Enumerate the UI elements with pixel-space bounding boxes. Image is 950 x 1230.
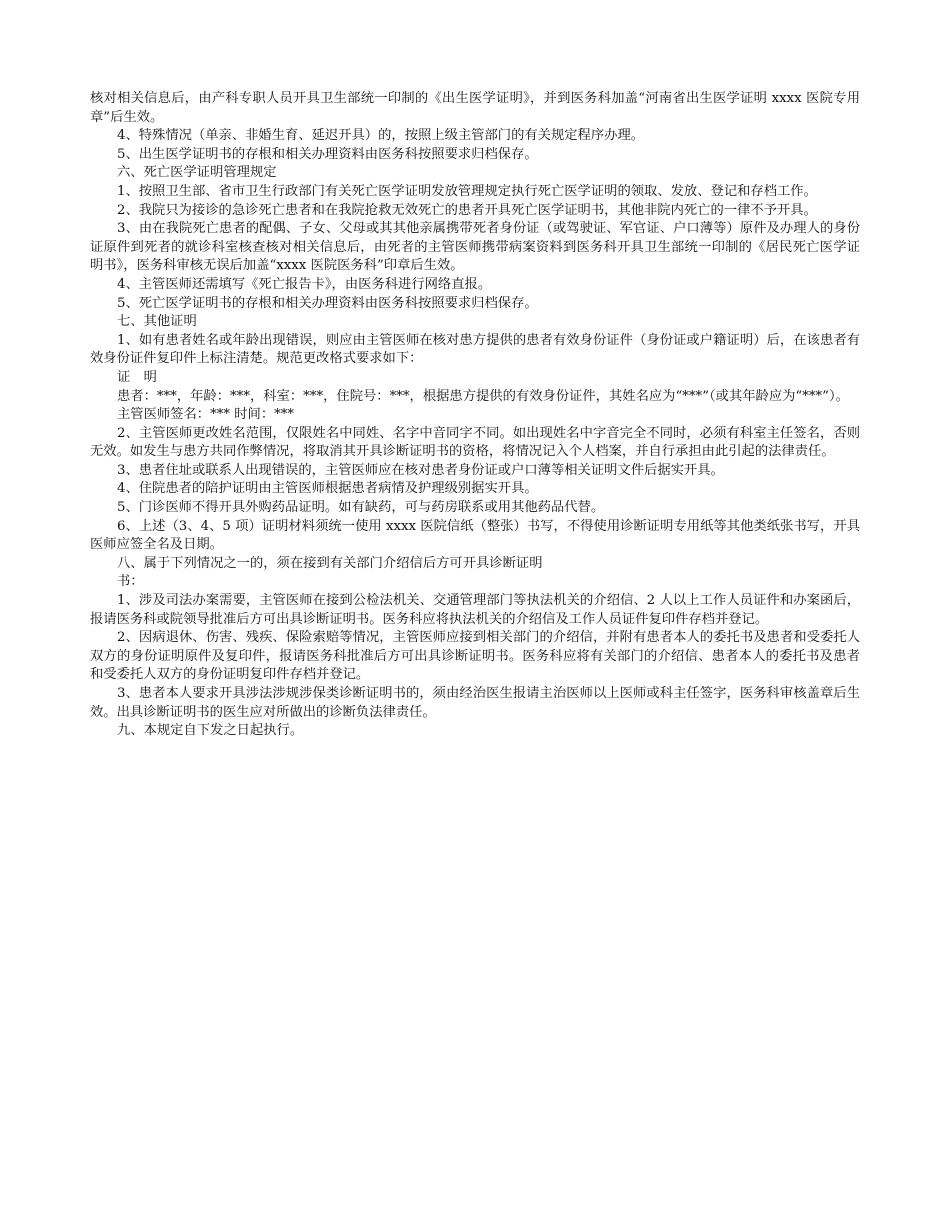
certificate-template-signature: 主管医师签名：*** 时间：*** (117, 407, 295, 423)
paragraph-referral-rule-2: 2、因病退休、伤害、残疾、保险索赔等情况，主管医师应接到相关部门的介绍信，并附有患者本人的委托书及患者和受委托人双方的身份证明原件及复印件，报请医务科批准后方可出具诊断证明书。医务科应将有关部门的介绍信、患者本人的委托书及患者和受委托人双方的身份证明复印件存档并登记。 (90, 630, 860, 683)
paragraph-death-rule-2: 2、我院只为接诊的急诊死亡患者和在我院抢救无效死亡的患者开具死亡医学证明书，其他非院内死亡的一律不予开具。 (117, 202, 817, 218)
certificate-template-heading: 证 明 (117, 369, 157, 385)
section-heading-referral-letter-continuation: 书： (117, 574, 144, 590)
section-heading-other-certificates: 七、其他证明 (117, 314, 197, 330)
paragraph-death-rule-3: 3、由在我院死亡患者的配偶、子女、父母或其其他亲属携带死者身份证（或驾驶证、军官证、户口薄等）原件及办理人的身份证原件到死者的就诊科室核查核对相关信息后，由死者的主管医师携带病案资料到医务科开具卫生部统一印制的《居民死亡医学证明书》，医务科审核无误后加盖“xxxx 医院医务科”印章后生效。 (90, 221, 860, 274)
paragraph-birth-special-cases: 4、特殊情况（单亲、非婚生育、延迟开具）的，按照上级主管部门的有关规定程序办理。 (117, 128, 645, 144)
section-heading-effective-date: 九、本规定自下发之日起执行。 (117, 723, 304, 739)
paragraph-referral-rule-3: 3、患者本人要求开具涉法涉规涉保类诊断证明书的，须由经治医生报请主治医师以上医师或科主任签字，医务科审核盖章后生效。出具诊断证明书的医生应对所做出的诊断负法律责任。 (90, 686, 860, 720)
paragraph-other-rule-3: 3、患者住址或联系人出现错误的，主管医师应在核对患者身份证或户口薄等相关证明文件后据实开具。 (117, 462, 724, 478)
paragraph-death-rule-5: 5、死亡医学证明书的存根和相关办理资料由医务科按照要求归档保存。 (117, 295, 538, 311)
section-heading-referral-letter: 八、属于下列情况之一的，须在接到有关部门介绍信后方可开具诊断证明 (117, 555, 543, 571)
paragraph-other-rule-1: 1、如有患者姓名或年龄出现错误，则应由主管医师在核对患方提供的患者有效身份证件（身份证或户籍证明）后，在该患者有效身份证件复印件上标注清楚。规范更改格式要求如下： (90, 332, 860, 367)
certificate-template-body: 患者：***，年龄：***，科室：***，住院号：***，根据患方提供的有效身份证件，其姓名应为“***”（或其年龄应为“***”）。 (117, 388, 849, 404)
paragraph-other-rule-5: 5、门诊医师不得开具外购药品证明。如有缺药，可与药房联系或用其他药品代替。 (117, 500, 605, 516)
paragraph-other-rule-2: 2、主管医师更改姓名范围，仅限姓名中同姓、名字中音同字不同。如出现姓名中字音完全不同时，必须有科室主任签名，否则无效。如发生与患方共同作弊情况，将取消其开具诊断证明书的资格，将情况记入个人档案，并自行承担由此引起的法律责任。 (90, 425, 860, 460)
section-heading-death-certificate: 六、死亡医学证明管理规定 (117, 165, 277, 181)
paragraph-birth-certificate-continuation: 核对相关信息后，由产科专职人员开具卫生部统一印制的《出生医学证明》，并到医务科加盖“河南省出生医学证明 xxxx 医院专用章”后生效。 (90, 91, 860, 125)
paragraph-birth-archive: 5、出生医学证明书的存根和相关办理资料由医务科按照要求归档保存。 (117, 146, 538, 162)
paragraph-other-rule-4: 4、住院患者的陪护证明由主管医师根据患者病情及护理级别据实开具。 (117, 481, 538, 497)
paragraph-death-rule-1: 1、按照卫生部、省市卫生行政部门有关死亡医学证明发放管理规定执行死亡医学证明的领取、发放、登记和存档工作。 (117, 183, 817, 199)
paragraph-other-rule-6: 6、上述（3、4、5 项）证明材料须统一使用 xxxx 医院信纸（整张）书写，不得使用诊断证明专用纸等其他类纸张书写，开具医师应签全名及日期。 (90, 518, 860, 553)
paragraph-referral-rule-1: 1、涉及司法办案需要，主管医师在接到公检法机关、交通管理部门等执法机关的介绍信、2 人以上工作人员证件和办案函后，报请医务科或院领导批准后方可出具诊断证明书。医务科应将执法机关的介绍信及工作人员证件复印件存档并登记。 (90, 593, 860, 627)
paragraph-death-rule-4: 4、主管医师还需填写《死亡报告卡》，由医务科进行网络直报。 (117, 276, 492, 292)
document-body (90, 90, 860, 741)
